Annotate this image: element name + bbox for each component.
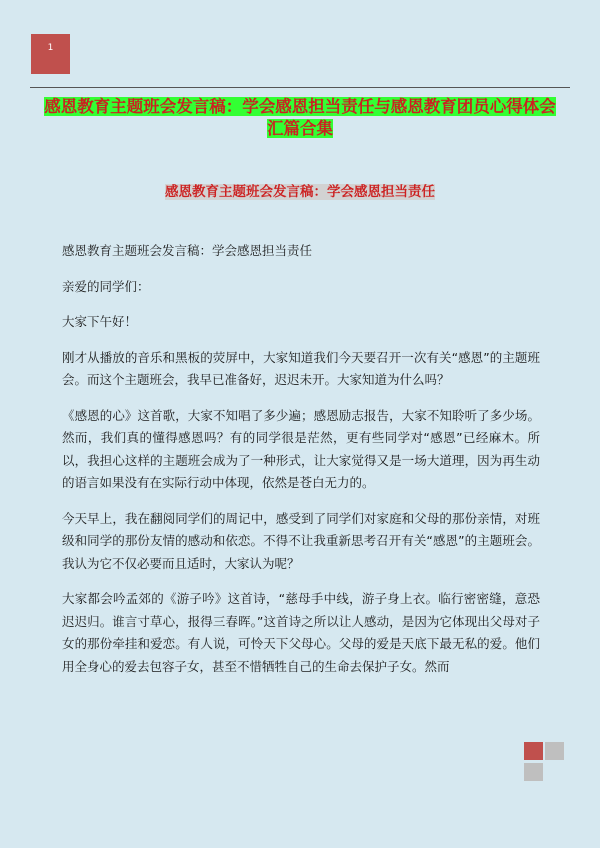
page-number: 1 — [47, 43, 54, 53]
sub-title-text: 感恩教育主题班会发言稿：学会感恩担当责任 — [165, 184, 435, 200]
page-number-badge — [31, 34, 70, 74]
body-paragraph: 亲爱的同学们： — [62, 278, 150, 294]
document-main-title — [38, 96, 562, 140]
document-sub-title — [38, 182, 562, 202]
header-divider — [30, 87, 570, 88]
decor-square-gray — [524, 763, 543, 781]
body-paragraph: 大家都会吟孟郊的《游子吟》这首诗，“慈母手中线，游子身上衣。临行密密缝，意恐迟迟归。谁言寸草心，报得三春晖。”这首诗之所以让人感动，是因为它体现出父母对子女的那份牵挂和爱恋。有人说，可怜天下父母心。父母的爱是天底下最无私的爱。他们用全身心的爱去包容子女，甚至不惜牺牲自己的生命去保护子女。然而 — [62, 591, 540, 674]
body-paragraph: 大家下午好！ — [62, 314, 138, 329]
document-body — [62, 240, 540, 691]
body-paragraph: 今天早上，我在翻阅同学们的周记中，感受到了同学们对家庭和父母的那份亲情，对班级和同学的那份友情的感动和依恋。不得不让我重新思考召开有关“感恩”的主题班会。我认为它不仅必要而且适时，大家认为呢？ — [62, 510, 540, 571]
decor-square-gray — [545, 742, 564, 760]
body-paragraph: 《感恩的心》这首歌，大家不知唱了多少遍；感恩励志报告，大家不知聆听了多少场。然而，我们真的懂得感恩吗？有的同学很是茫然，更有些同学对“感恩”已经麻木。所以，我担心这样的主题班会成为了一种形式，让大家觉得又是一场大道理，因为再生动的语言如果没有在实际行动中体现，依然是苍白无力的。 — [62, 407, 540, 490]
body-paragraph: 刚才从播放的音乐和黑板的荧屏中，大家知道我们今天要召开一次有关“感恩”的主题班会。而这个主题班会，我早已准备好，迟迟未开。大家知道为什么吗？ — [62, 349, 540, 387]
main-title-text: 感恩教育主题班会发言稿：学会感恩担当责任与感恩教育团员心得体会汇篇合集 — [44, 97, 556, 138]
body-paragraph: 感恩教育主题班会发言稿：学会感恩担当责任 — [62, 243, 313, 258]
corner-decoration — [522, 742, 566, 782]
decor-square-red — [524, 742, 543, 760]
